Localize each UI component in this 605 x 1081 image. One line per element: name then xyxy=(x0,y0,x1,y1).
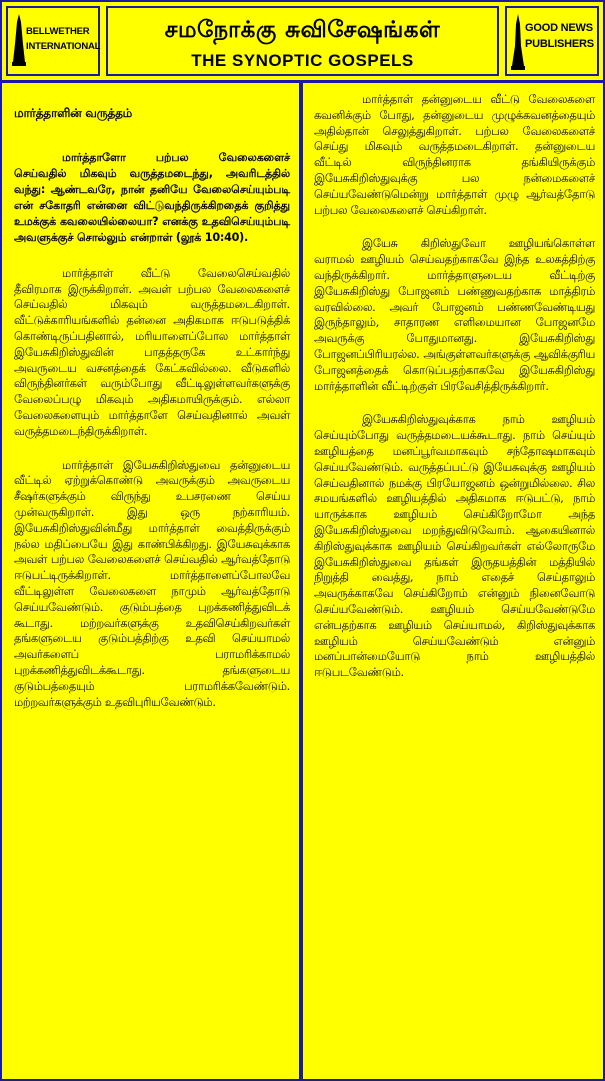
paragraph: மார்த்தாள் வீட்டு வேலைசெய்வதில் தீவிரமாக இருக்கிறாள். அவள் பற்பல வேலைகளைச் செய்வதில் மிகவும் வருத்தமடைகிறாள். வீட்டுக்காரியங்களில் தன்னை அதிகமாக ஈடுபடுத்திக் கொண்டிருப்பதினால், மரியாளைப்போல மார்த்தாள் இயேசுகிறிஸ்துவின் பாதத்தருகே உட்கார்ந்து அவருடைய வசனத்தைக் கேட்கவில்லை. வீடுகளில் விருந்தினர்கள் வரும்போது வீட்டிலுள்ளவர்களுக்கு வேலைப்பழு மிகவும் அதிகமாயிருக்கும். எல்லா வேலைகளையும் மார்த்தாளே செய்வதினால் அவள் வருத்தமடைந்திருக்கிறாள். xyxy=(14,265,290,438)
scripture-quote: மார்த்தாளோ பற்பல வேலைகளைச் செய்வதில் மிகவும் வருத்தமடைந்து, அவரிடத்தில் வந்து: ஆண்டவரே, நான் தனியே வேலைசெய்யும்படி என் சகோதரி என்னை விட்டுவந்திருக்கிறதைக் குறித்து உமக்குக் கவலையில்லையா? எனக்கு உதவிசெய்யும்படி அவளுக்குச் சொல்லும் என்றாள் (லூக் 10:40). xyxy=(14,150,290,244)
column-divider xyxy=(299,83,303,1079)
bell-icon xyxy=(12,14,26,66)
page-title-tamil: சமநோக்கு சுவிசேஷங்கள் xyxy=(164,17,441,43)
right-column xyxy=(314,92,595,699)
bellwether-logo xyxy=(6,6,100,76)
left-logo-line2: INTERNATIONAL xyxy=(26,41,101,52)
paragraph: இயேசு கிறிஸ்துவோ ஊழியங்கொள்ள வராமல் ஊழியம் செய்வதற்காகவே இந்த உலகத்திற்கு வந்திருக்கிறார். மார்த்தாளுடைய வீட்டிற்கு இயேசுகிறிஸ்து போஜனம் பண்ணுவதற்காக மாத்திரம் வரவில்லை. அவர் போஜனம் பண்ணவேண்டியது இருந்தாலும், சாதாரண எளிமையான போஜனமே அவருக்கு போதுமானது. இயேசுகிறிஸ்து போஜனப்பிரியரல்ல. அங்குள்ளவர்களுக்கு ஆவிக்குரிய போஜனத்தைக் கொடுப்பதற்காகவே இயேசுகிறிஸ்து மார்த்தாளின் வீட்டிற்குள் பிரவேசித்திருக்கிறார். xyxy=(314,236,595,393)
left-logo-line1: BELLWETHER xyxy=(26,26,90,37)
right-logo-line1: GOOD NEWS xyxy=(525,22,593,34)
title-box xyxy=(106,6,499,76)
left-column xyxy=(14,94,290,728)
page-title-english: THE SYNOPTIC GOSPELS xyxy=(191,51,414,70)
article-heading: மார்த்தாளின் வருத்தம் xyxy=(14,106,133,120)
header xyxy=(2,2,603,83)
right-logo-line2: PUBLISHERS xyxy=(525,38,594,50)
tower-icon xyxy=(511,14,525,70)
paragraph: இயேசுகிறிஸ்துவுக்காக நாம் ஊழியம் செய்யும்போது வருத்தமடையக்கூடாது. நாம் செய்யும் ஊழியத்தை மனப்பூர்வமாகவும் சந்தோஷமாகவும் செய்யவேண்டும். வருத்தப்பட்டு இயேசுவுக்கு ஊழியம் செய்வதினால் நமக்கு பிரயோஜனம் ஒன்றுமில்லை. சில சமயங்களில் ஊழியத்தில் அதிகமாக ஈடுபட்டு, நாம் யாருக்காக ஊழியம் செய்கிறோமோ அந்த இயேசுகிறிஸ்துவை மறந்துவிடுவோம். ஆகையினால் கிறிஸ்துவுக்காக ஊழியம் செய்கிறவர்கள் எல்லோருமே இயேசுகிறிஸ்துவை தங்கள் இருதயத்தின் மத்தியில் நிறுத்தி வைத்து, நாம் எதைச் செய்தாலும் அவருக்காகவே செய்கிறோம் என்னும் நினைவோடு செய்யவேண்டும். ஊழியம் செய்யவேண்டுமே என்பதற்காக ஊழியம் செய்யாமல், கிறிஸ்துவுக்காக ஊழியம் செய்யவேண்டும் என்னும் மனப்பான்மையோடு நாம் ஊழியத்தில் ஈடுபடவேண்டும். xyxy=(314,412,595,680)
paragraph: மார்த்தாள் இயேசுகிறிஸ்துவை தன்னுடைய வீட்டில் ஏற்றுக்கொண்டு அவருக்கும் அவருடைய சீஷர்களுக்கும் விருந்து உபசரணை செய்ய முன்வருகிறாள். இது ஒரு நற்காரியம். இயேசுகிறிஸ்துவின்மீது மார்த்தாள் வைத்திருக்கும் நல்ல மதிப்பையே இது காண்பிக்கிறது. இயேசுவுக்காக அவள் பற்பல வேலைகளைச் செய்வதில் ஆர்வத்தோடு ஈடுபட்டிருக்கிறாள். மார்த்தாளைப்போலவே வீட்டிலுள்ள வேலைகளை நாமும் ஆர்வத்தோடு செய்யவேண்டும். குடும்பத்தை புறக்கணித்துவிடக் கூடாது. மற்றவர்களுக்கு உதவிசெய்கிறவர்கள் தங்களுடைய குடும்பத்திற்கு உதவி செய்யாமல் அவர்களைப் பராமரிக்காமல் புறக்கணித்துவிடக்கூடாது. தங்களுடைய குடும்பத்தையும் பராமரிக்கவேண்டும். மற்றவர்களுக்கும் உதவிபுரியவேண்டும். xyxy=(14,457,290,709)
paragraph: மார்த்தாள் தன்னுடைய வீட்டு வேலைகளை கவனிக்கும் போது, தன்னுடைய முழுக்கவனத்தையும் அதில்தான் செலுத்துகிறாள். பற்பல வேலைகளைச் செய்து மிகவும் வருத்தமடைகிறாள். தன்னுடைய வீட்டில் விருந்தினராக தங்கியிருக்கும் இயேசுகிறிஸ்துவுக்கு பல நன்மைகளைச் செய்யவேண்டுமென்று மார்த்தாள் முழு ஆர்வத்தோடு பற்பல வேலைகளைச் செய்கிறாள். xyxy=(314,92,595,217)
good-news-logo xyxy=(505,6,599,76)
